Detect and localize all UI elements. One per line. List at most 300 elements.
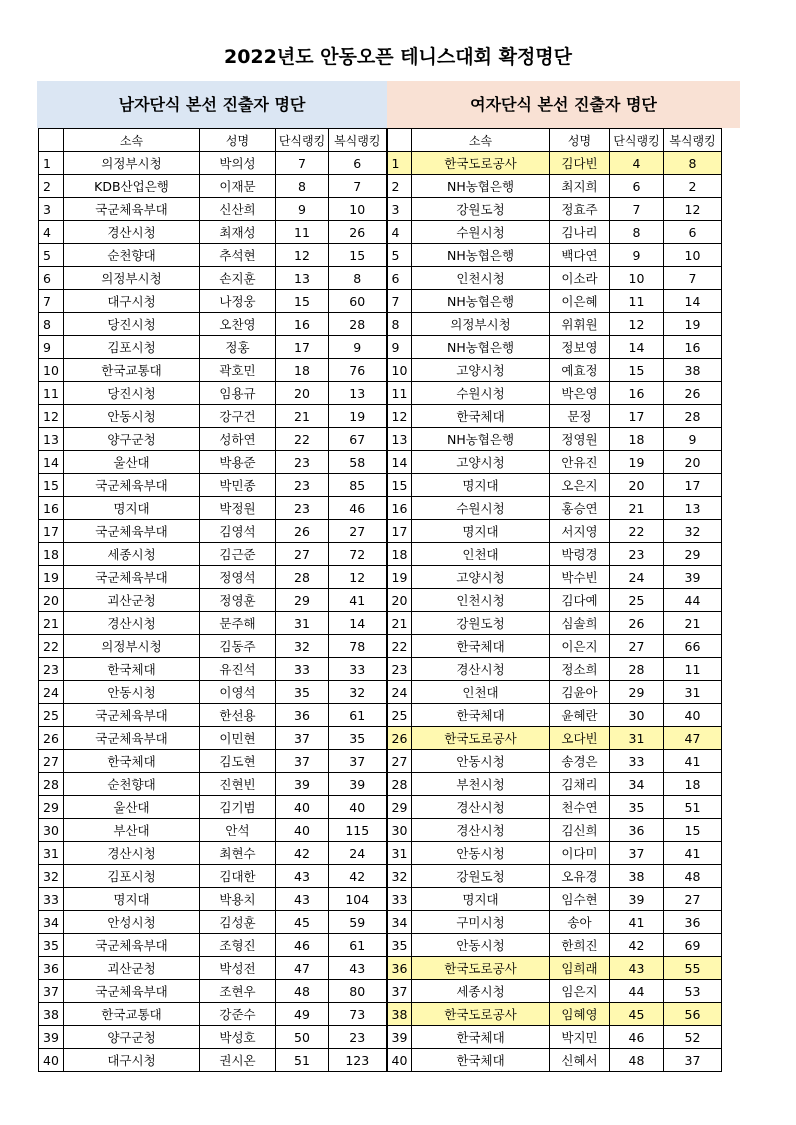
men-no: 18 <box>39 543 64 566</box>
men-name: 이민현 <box>200 727 276 750</box>
table-row <box>39 1026 722 1049</box>
men-singles-rank: 7 <box>276 152 329 175</box>
men-doubles-rank: 35 <box>329 727 387 750</box>
men-name: 김기범 <box>200 796 276 819</box>
men-name: 박용치 <box>200 888 276 911</box>
women-team: 고양시청 <box>412 451 550 474</box>
women-doubles-rank: 26 <box>664 382 722 405</box>
women-singles-rank: 22 <box>610 520 664 543</box>
men-team: 부산대 <box>64 819 200 842</box>
women-name: 송아 <box>550 911 610 934</box>
men-name: 박용준 <box>200 451 276 474</box>
men-doubles-rank: 43 <box>329 957 387 980</box>
women-name: 정보영 <box>550 336 610 359</box>
men-doubles-rank: 14 <box>329 612 387 635</box>
women-doubles-rank: 44 <box>664 589 722 612</box>
men-no: 39 <box>39 1026 64 1049</box>
women-doubles-rank: 41 <box>664 842 722 865</box>
table-row <box>39 405 722 428</box>
table-row <box>39 911 722 934</box>
men-singles-rank: 37 <box>276 727 329 750</box>
women-doubles-rank: 19 <box>664 313 722 336</box>
women-name: 천수연 <box>550 796 610 819</box>
table-row <box>39 474 722 497</box>
table-row <box>39 842 722 865</box>
men-singles-rank: 21 <box>276 405 329 428</box>
men-singles-rank: 8 <box>276 175 329 198</box>
men-team: 국군체육부대 <box>64 520 200 543</box>
table-row <box>39 520 722 543</box>
men-team: 경산시청 <box>64 612 200 635</box>
women-name: 박령경 <box>550 543 610 566</box>
women-no: 11 <box>387 382 412 405</box>
women-doubles-rank: 40 <box>664 704 722 727</box>
women-no: 35 <box>387 934 412 957</box>
women-no: 5 <box>387 244 412 267</box>
women-singles-rank: 42 <box>610 934 664 957</box>
women-name: 오다빈 <box>550 727 610 750</box>
women-singles-rank: 38 <box>610 865 664 888</box>
table-row <box>39 773 722 796</box>
women-no: 14 <box>387 451 412 474</box>
men-column-header: 소속 <box>64 129 200 152</box>
women-team: 경산시청 <box>412 819 550 842</box>
women-name: 안유진 <box>550 451 610 474</box>
women-doubles-rank: 9 <box>664 428 722 451</box>
men-singles-rank: 37 <box>276 750 329 773</box>
women-doubles-rank: 29 <box>664 543 722 566</box>
men-singles-rank: 48 <box>276 980 329 1003</box>
men-doubles-rank: 27 <box>329 520 387 543</box>
women-team: 고양시청 <box>412 566 550 589</box>
women-name: 예효정 <box>550 359 610 382</box>
women-doubles-rank: 11 <box>664 658 722 681</box>
men-name: 김근준 <box>200 543 276 566</box>
table-row <box>39 267 722 290</box>
men-team: 명지대 <box>64 497 200 520</box>
women-team: 한국체대 <box>412 1026 550 1049</box>
table-row <box>39 681 722 704</box>
table-row <box>39 451 722 474</box>
women-team: 명지대 <box>412 520 550 543</box>
women-section-header: 여자단식 본선 진출자 명단 <box>387 81 740 128</box>
men-name: 권시온 <box>200 1049 276 1072</box>
men-singles-rank: 11 <box>276 221 329 244</box>
women-no: 9 <box>387 336 412 359</box>
women-team: NH농협은행 <box>412 428 550 451</box>
men-doubles-rank: 76 <box>329 359 387 382</box>
men-column-header: 단식랭킹 <box>276 129 329 152</box>
women-no: 19 <box>387 566 412 589</box>
women-team: 수원시청 <box>412 382 550 405</box>
women-team: 수원시청 <box>412 221 550 244</box>
women-name: 백다연 <box>550 244 610 267</box>
women-team: 안동시청 <box>412 842 550 865</box>
men-no: 22 <box>39 635 64 658</box>
men-no: 4 <box>39 221 64 244</box>
men-doubles-rank: 73 <box>329 1003 387 1026</box>
men-singles-rank: 33 <box>276 658 329 681</box>
women-name: 이다미 <box>550 842 610 865</box>
men-no: 9 <box>39 336 64 359</box>
men-no: 8 <box>39 313 64 336</box>
women-team: NH농협은행 <box>412 336 550 359</box>
men-team: 의정부시청 <box>64 267 200 290</box>
men-name: 김동주 <box>200 635 276 658</box>
men-team: 의정부시청 <box>64 635 200 658</box>
men-team: 안성시청 <box>64 911 200 934</box>
men-doubles-rank: 37 <box>329 750 387 773</box>
women-doubles-rank: 47 <box>664 727 722 750</box>
men-singles-rank: 20 <box>276 382 329 405</box>
men-doubles-rank: 58 <box>329 451 387 474</box>
women-singles-rank: 10 <box>610 267 664 290</box>
men-team: 한국체대 <box>64 750 200 773</box>
table-row <box>39 497 722 520</box>
women-no: 4 <box>387 221 412 244</box>
women-team: 명지대 <box>412 474 550 497</box>
men-doubles-rank: 41 <box>329 589 387 612</box>
men-name: 최재성 <box>200 221 276 244</box>
women-doubles-rank: 6 <box>664 221 722 244</box>
women-singles-rank: 28 <box>610 658 664 681</box>
women-doubles-rank: 48 <box>664 865 722 888</box>
men-team: 한국교통대 <box>64 1003 200 1026</box>
men-doubles-rank: 72 <box>329 543 387 566</box>
men-no: 34 <box>39 911 64 934</box>
women-doubles-rank: 55 <box>664 957 722 980</box>
women-team: 부천시청 <box>412 773 550 796</box>
women-doubles-rank: 37 <box>664 1049 722 1072</box>
women-doubles-rank: 66 <box>664 635 722 658</box>
women-singles-rank: 36 <box>610 819 664 842</box>
women-no: 12 <box>387 405 412 428</box>
women-doubles-rank: 8 <box>664 152 722 175</box>
men-name: 이재문 <box>200 175 276 198</box>
men-team: 경산시청 <box>64 221 200 244</box>
men-no: 24 <box>39 681 64 704</box>
men-team: 국군체육부대 <box>64 566 200 589</box>
men-team: 안동시청 <box>64 681 200 704</box>
men-no: 33 <box>39 888 64 911</box>
women-name: 심솔희 <box>550 612 610 635</box>
women-no: 8 <box>387 313 412 336</box>
men-team: 의정부시청 <box>64 152 200 175</box>
table-row <box>39 727 722 750</box>
women-doubles-rank: 31 <box>664 681 722 704</box>
women-singles-rank: 14 <box>610 336 664 359</box>
men-doubles-rank: 10 <box>329 198 387 221</box>
men-team: 순천향대 <box>64 244 200 267</box>
women-singles-rank: 20 <box>610 474 664 497</box>
men-singles-rank: 43 <box>276 865 329 888</box>
men-doubles-rank: 33 <box>329 658 387 681</box>
table-row <box>39 980 722 1003</box>
women-singles-rank: 25 <box>610 589 664 612</box>
men-name: 박성호 <box>200 1026 276 1049</box>
men-name: 나정웅 <box>200 290 276 313</box>
women-no: 33 <box>387 888 412 911</box>
women-singles-rank: 16 <box>610 382 664 405</box>
men-doubles-rank: 115 <box>329 819 387 842</box>
men-doubles-rank: 59 <box>329 911 387 934</box>
women-team: 경산시청 <box>412 658 550 681</box>
men-no: 14 <box>39 451 64 474</box>
men-no: 23 <box>39 658 64 681</box>
men-name: 추석현 <box>200 244 276 267</box>
men-doubles-rank: 9 <box>329 336 387 359</box>
women-no: 7 <box>387 290 412 313</box>
men-no: 19 <box>39 566 64 589</box>
men-doubles-rank: 7 <box>329 175 387 198</box>
men-no: 6 <box>39 267 64 290</box>
women-doubles-rank: 39 <box>664 566 722 589</box>
women-singles-rank: 29 <box>610 681 664 704</box>
men-doubles-rank: 6 <box>329 152 387 175</box>
women-no: 13 <box>387 428 412 451</box>
men-team: 울산대 <box>64 796 200 819</box>
men-name: 김대한 <box>200 865 276 888</box>
table-row <box>39 175 722 198</box>
women-no: 40 <box>387 1049 412 1072</box>
men-team: 국군체육부대 <box>64 198 200 221</box>
men-no: 15 <box>39 474 64 497</box>
men-singles-rank: 12 <box>276 244 329 267</box>
women-team: 안동시청 <box>412 934 550 957</box>
men-name: 조형진 <box>200 934 276 957</box>
men-team: KDB산업은행 <box>64 175 200 198</box>
women-singles-rank: 44 <box>610 980 664 1003</box>
men-name: 정홍 <box>200 336 276 359</box>
women-doubles-rank: 17 <box>664 474 722 497</box>
women-doubles-rank: 15 <box>664 819 722 842</box>
men-singles-rank: 13 <box>276 267 329 290</box>
women-column-header: 소속 <box>412 129 550 152</box>
men-no: 31 <box>39 842 64 865</box>
table-row <box>39 1049 722 1072</box>
women-singles-rank: 43 <box>610 957 664 980</box>
women-team: 구미시청 <box>412 911 550 934</box>
women-team: 세종시청 <box>412 980 550 1003</box>
men-no: 25 <box>39 704 64 727</box>
women-name: 이은혜 <box>550 290 610 313</box>
men-team: 당진시청 <box>64 313 200 336</box>
women-singles-rank: 26 <box>610 612 664 635</box>
women-name: 홍승연 <box>550 497 610 520</box>
men-doubles-rank: 67 <box>329 428 387 451</box>
women-team: 수원시청 <box>412 497 550 520</box>
men-team: 울산대 <box>64 451 200 474</box>
men-singles-rank: 51 <box>276 1049 329 1072</box>
men-doubles-rank: 24 <box>329 842 387 865</box>
men-team: 순천향대 <box>64 773 200 796</box>
women-no: 31 <box>387 842 412 865</box>
men-singles-rank: 35 <box>276 681 329 704</box>
men-singles-rank: 29 <box>276 589 329 612</box>
women-name: 위휘원 <box>550 313 610 336</box>
table-row <box>39 313 722 336</box>
women-team: NH농협은행 <box>412 244 550 267</box>
women-singles-rank: 37 <box>610 842 664 865</box>
women-singles-rank: 8 <box>610 221 664 244</box>
men-team: 국군체육부대 <box>64 704 200 727</box>
women-no: 34 <box>387 911 412 934</box>
women-name: 오은지 <box>550 474 610 497</box>
men-no: 38 <box>39 1003 64 1026</box>
table-row <box>39 336 722 359</box>
men-team: 국군체육부대 <box>64 727 200 750</box>
men-singles-rank: 49 <box>276 1003 329 1026</box>
table-row <box>39 382 722 405</box>
women-team: 인천대 <box>412 681 550 704</box>
women-column-header: 복식랭킹 <box>664 129 722 152</box>
men-doubles-rank: 60 <box>329 290 387 313</box>
women-no: 16 <box>387 497 412 520</box>
men-name: 문주해 <box>200 612 276 635</box>
men-name: 임용규 <box>200 382 276 405</box>
women-team: 인천시청 <box>412 589 550 612</box>
men-name: 강구건 <box>200 405 276 428</box>
women-team: 강원도청 <box>412 198 550 221</box>
women-column-header <box>387 129 412 152</box>
men-name: 이영석 <box>200 681 276 704</box>
men-team: 국군체육부대 <box>64 474 200 497</box>
women-singles-rank: 9 <box>610 244 664 267</box>
women-singles-rank: 21 <box>610 497 664 520</box>
women-singles-rank: 7 <box>610 198 664 221</box>
women-team: 한국체대 <box>412 704 550 727</box>
women-doubles-rank: 52 <box>664 1026 722 1049</box>
men-singles-rank: 23 <box>276 474 329 497</box>
men-no: 3 <box>39 198 64 221</box>
men-doubles-rank: 32 <box>329 681 387 704</box>
women-no: 39 <box>387 1026 412 1049</box>
women-team: 명지대 <box>412 888 550 911</box>
men-singles-rank: 32 <box>276 635 329 658</box>
women-no: 3 <box>387 198 412 221</box>
men-singles-rank: 16 <box>276 313 329 336</box>
men-name: 오찬영 <box>200 313 276 336</box>
women-no: 6 <box>387 267 412 290</box>
men-team: 대구시청 <box>64 1049 200 1072</box>
men-name: 정영훈 <box>200 589 276 612</box>
men-no: 16 <box>39 497 64 520</box>
women-team: 경산시청 <box>412 796 550 819</box>
men-section-header: 남자단식 본선 진출자 명단 <box>37 81 387 128</box>
women-singles-rank: 6 <box>610 175 664 198</box>
women-singles-rank: 17 <box>610 405 664 428</box>
women-doubles-rank: 20 <box>664 451 722 474</box>
men-doubles-rank: 46 <box>329 497 387 520</box>
women-singles-rank: 24 <box>610 566 664 589</box>
men-name: 박성전 <box>200 957 276 980</box>
men-doubles-rank: 42 <box>329 865 387 888</box>
women-name: 박지민 <box>550 1026 610 1049</box>
women-name: 김윤아 <box>550 681 610 704</box>
women-name: 한희진 <box>550 934 610 957</box>
men-no: 7 <box>39 290 64 313</box>
table-row <box>39 658 722 681</box>
men-singles-rank: 47 <box>276 957 329 980</box>
table-row <box>39 612 722 635</box>
women-team: 인천대 <box>412 543 550 566</box>
women-no: 10 <box>387 359 412 382</box>
table-row <box>39 359 722 382</box>
women-singles-rank: 18 <box>610 428 664 451</box>
men-doubles-rank: 12 <box>329 566 387 589</box>
men-singles-rank: 28 <box>276 566 329 589</box>
women-singles-rank: 45 <box>610 1003 664 1026</box>
men-team: 경산시청 <box>64 842 200 865</box>
men-team: 국군체육부대 <box>64 934 200 957</box>
men-team: 대구시청 <box>64 290 200 313</box>
men-name: 손지훈 <box>200 267 276 290</box>
men-team: 괴산군청 <box>64 957 200 980</box>
men-team: 세종시청 <box>64 543 200 566</box>
men-team: 국군체육부대 <box>64 980 200 1003</box>
women-name: 윤혜란 <box>550 704 610 727</box>
women-team: 인천시청 <box>412 267 550 290</box>
women-singles-rank: 35 <box>610 796 664 819</box>
women-doubles-rank: 53 <box>664 980 722 1003</box>
men-doubles-rank: 61 <box>329 934 387 957</box>
men-no: 2 <box>39 175 64 198</box>
men-team: 한국교통대 <box>64 359 200 382</box>
men-doubles-rank: 13 <box>329 382 387 405</box>
women-name: 임혜영 <box>550 1003 610 1026</box>
women-no: 26 <box>387 727 412 750</box>
women-team: 한국체대 <box>412 1049 550 1072</box>
men-name: 김도현 <box>200 750 276 773</box>
table-row <box>39 221 722 244</box>
men-doubles-rank: 23 <box>329 1026 387 1049</box>
men-name: 박의성 <box>200 152 276 175</box>
table-row <box>39 290 722 313</box>
women-no: 23 <box>387 658 412 681</box>
women-no: 27 <box>387 750 412 773</box>
women-no: 2 <box>387 175 412 198</box>
men-name: 최현수 <box>200 842 276 865</box>
women-name: 박수빈 <box>550 566 610 589</box>
roster-table <box>38 128 722 1072</box>
men-singles-rank: 40 <box>276 819 329 842</box>
women-team: 강원도청 <box>412 612 550 635</box>
women-doubles-rank: 51 <box>664 796 722 819</box>
women-doubles-rank: 36 <box>664 911 722 934</box>
women-doubles-rank: 28 <box>664 405 722 428</box>
men-no: 10 <box>39 359 64 382</box>
men-doubles-rank: 80 <box>329 980 387 1003</box>
women-name: 박은영 <box>550 382 610 405</box>
women-team: 한국체대 <box>412 405 550 428</box>
women-singles-rank: 33 <box>610 750 664 773</box>
women-singles-rank: 12 <box>610 313 664 336</box>
women-no: 37 <box>387 980 412 1003</box>
men-singles-rank: 36 <box>276 704 329 727</box>
men-singles-rank: 46 <box>276 934 329 957</box>
table-row <box>39 934 722 957</box>
table-row <box>39 428 722 451</box>
men-no: 37 <box>39 980 64 1003</box>
women-name: 신혜서 <box>550 1049 610 1072</box>
men-no: 21 <box>39 612 64 635</box>
women-singles-rank: 27 <box>610 635 664 658</box>
women-no: 22 <box>387 635 412 658</box>
table-header-row <box>39 129 722 152</box>
men-team: 한국체대 <box>64 658 200 681</box>
table-row <box>39 888 722 911</box>
women-no: 30 <box>387 819 412 842</box>
